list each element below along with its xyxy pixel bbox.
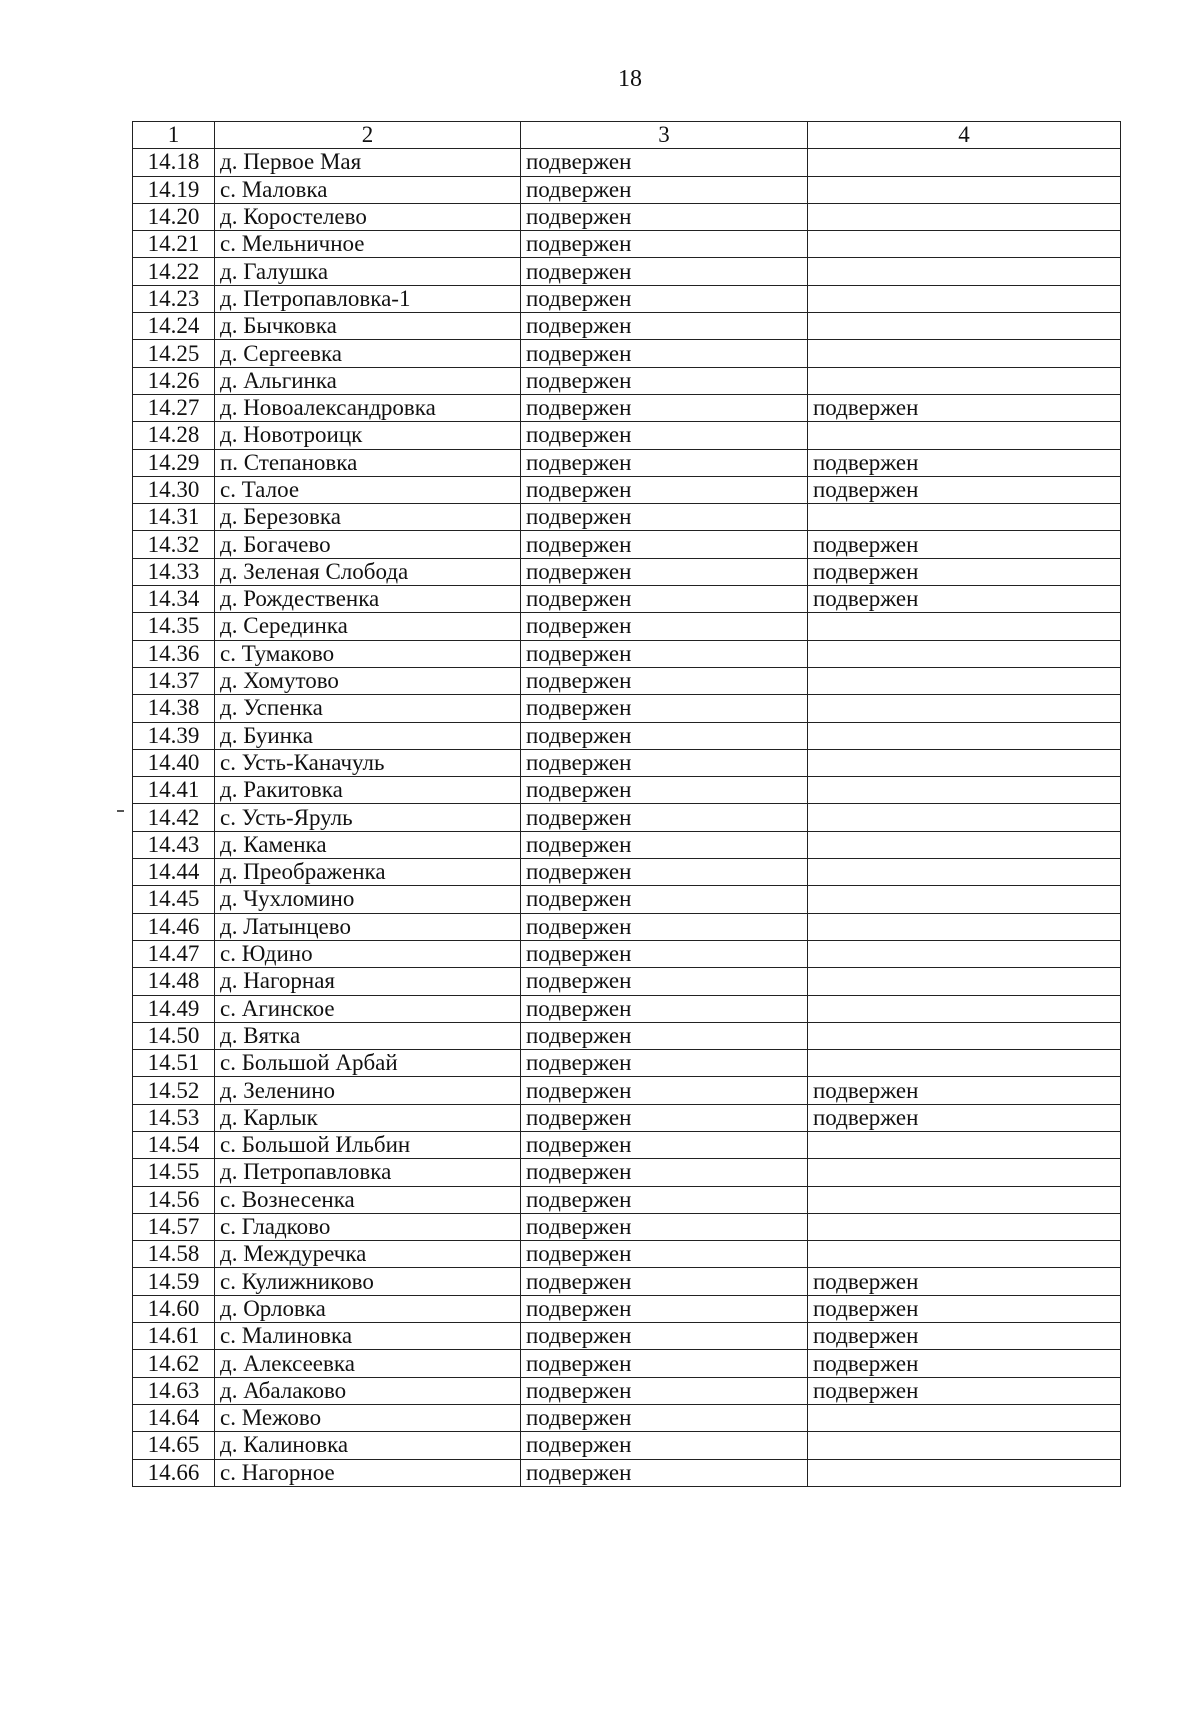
row-number: 14.31 [133, 504, 215, 531]
settlement-name: д. Латынцево [215, 913, 521, 940]
column-3-value: подвержен [521, 558, 808, 585]
settlement-name: с. Кулижниково [215, 1268, 521, 1295]
row-number: 14.36 [133, 640, 215, 667]
settlements-table [132, 121, 1121, 1487]
row-number: 14.46 [133, 913, 215, 940]
table-row [133, 831, 1121, 858]
table-row [133, 1459, 1121, 1486]
table-row [133, 749, 1121, 776]
row-number: 14.66 [133, 1459, 215, 1486]
row-number: 14.20 [133, 203, 215, 230]
column-4-value [808, 1213, 1121, 1240]
settlement-name: д. Абалаково [215, 1377, 521, 1404]
table-row [133, 1241, 1121, 1268]
row-number: 14.41 [133, 777, 215, 804]
row-number: 14.30 [133, 476, 215, 503]
column-4-value [808, 995, 1121, 1022]
column-header-4: 4 [808, 122, 1121, 149]
table-row [133, 586, 1121, 613]
settlement-name: д. Чухломино [215, 886, 521, 913]
row-number: 14.59 [133, 1268, 215, 1295]
row-number: 14.52 [133, 1077, 215, 1104]
column-3-value: подвержен [521, 940, 808, 967]
settlement-name: д. Петропавловка [215, 1159, 521, 1186]
column-header-1: 1 [133, 122, 215, 149]
column-3-value: подвержен [521, 640, 808, 667]
column-4-value [808, 777, 1121, 804]
settlement-name: с. Тумаково [215, 640, 521, 667]
table-row [133, 231, 1121, 258]
table-row [133, 422, 1121, 449]
column-3-value: подвержен [521, 859, 808, 886]
settlement-name: с. Большой Ильбин [215, 1131, 521, 1158]
row-number: 14.45 [133, 886, 215, 913]
table-row [133, 1350, 1121, 1377]
column-4-value [808, 258, 1121, 285]
row-number: 14.22 [133, 258, 215, 285]
row-number: 14.55 [133, 1159, 215, 1186]
settlement-name: д. Галушка [215, 258, 521, 285]
settlement-name: д. Сергеевка [215, 340, 521, 367]
column-4-value: подвержен [808, 1295, 1121, 1322]
column-3-value: подвержен [521, 258, 808, 285]
settlement-name: д. Вятка [215, 1022, 521, 1049]
column-3-value: подвержен [521, 1050, 808, 1077]
row-number: 14.51 [133, 1050, 215, 1077]
table-row [133, 367, 1121, 394]
table-row [133, 313, 1121, 340]
table-row [133, 695, 1121, 722]
table-row [133, 859, 1121, 886]
row-number: 14.38 [133, 695, 215, 722]
column-3-value: подвержен [521, 1432, 808, 1459]
column-4-value [808, 367, 1121, 394]
column-4-value [808, 231, 1121, 258]
table-row [133, 1186, 1121, 1213]
row-number: 14.18 [133, 149, 215, 176]
column-4-value [808, 667, 1121, 694]
column-4-value [808, 940, 1121, 967]
column-4-value [808, 1050, 1121, 1077]
column-4-value [808, 640, 1121, 667]
table-row [133, 394, 1121, 421]
row-number: 14.47 [133, 940, 215, 967]
table-row [133, 940, 1121, 967]
settlement-name: д. Алексеевка [215, 1350, 521, 1377]
column-4-value [808, 831, 1121, 858]
column-3-value: подвержен [521, 667, 808, 694]
column-3-value: подвержен [521, 1404, 808, 1431]
column-3-value: подвержен [521, 1159, 808, 1186]
table-row [133, 1077, 1121, 1104]
row-number: 14.62 [133, 1350, 215, 1377]
column-4-value [808, 422, 1121, 449]
settlement-name: д. Каменка [215, 831, 521, 858]
table-row [133, 804, 1121, 831]
table-row [133, 640, 1121, 667]
settlement-name: д. Междуречка [215, 1241, 521, 1268]
row-number: 14.26 [133, 367, 215, 394]
column-4-value [808, 176, 1121, 203]
row-number: 14.33 [133, 558, 215, 585]
column-3-value: подвержен [521, 968, 808, 995]
settlement-name: д. Альгинка [215, 367, 521, 394]
column-4-value [808, 722, 1121, 749]
settlement-name: д. Первое Мая [215, 149, 521, 176]
column-3-value: подвержен [521, 1241, 808, 1268]
table-row [133, 340, 1121, 367]
table-row [133, 1022, 1121, 1049]
column-3-value: подвержен [521, 1295, 808, 1322]
row-number: 14.56 [133, 1186, 215, 1213]
table-row [133, 1432, 1121, 1459]
column-3-value: подвержен [521, 367, 808, 394]
column-3-value: подвержен [521, 394, 808, 421]
column-4-value [808, 1131, 1121, 1158]
table-row [133, 1159, 1121, 1186]
column-4-value: подвержен [808, 394, 1121, 421]
row-number: 14.27 [133, 394, 215, 421]
row-number: 14.29 [133, 449, 215, 476]
column-4-value: подвержен [808, 1077, 1121, 1104]
table-row [133, 995, 1121, 1022]
row-number: 14.58 [133, 1241, 215, 1268]
column-4-value [808, 804, 1121, 831]
settlement-name: д. Бычковка [215, 313, 521, 340]
column-3-value: подвержен [521, 231, 808, 258]
column-3-value: подвержен [521, 913, 808, 940]
column-3-value: подвержен [521, 176, 808, 203]
row-number: 14.25 [133, 340, 215, 367]
settlement-name: с. Маловка [215, 176, 521, 203]
column-4-value [808, 203, 1121, 230]
row-number: 14.28 [133, 422, 215, 449]
column-3-value: подвержен [521, 1323, 808, 1350]
column-3-value: подвержен [521, 1022, 808, 1049]
column-3-value: подвержен [521, 1131, 808, 1158]
column-3-value: подвержен [521, 476, 808, 503]
settlement-name: д. Ракитовка [215, 777, 521, 804]
column-3-value: подвержен [521, 1268, 808, 1295]
column-4-value: подвержен [808, 449, 1121, 476]
settlement-name: с. Мельничное [215, 231, 521, 258]
settlement-name: д. Хомутово [215, 667, 521, 694]
column-4-value: подвержен [808, 1104, 1121, 1131]
column-4-value: подвержен [808, 586, 1121, 613]
column-3-value: подвержен [521, 531, 808, 558]
table-row [133, 1050, 1121, 1077]
table-row [133, 531, 1121, 558]
row-number: 14.53 [133, 1104, 215, 1131]
page-number: 18 [618, 66, 642, 92]
column-4-value [808, 504, 1121, 531]
row-number: 14.48 [133, 968, 215, 995]
table-row [133, 149, 1121, 176]
settlement-name: д. Буинка [215, 722, 521, 749]
table-row [133, 1295, 1121, 1322]
column-4-value [808, 1459, 1121, 1486]
column-4-value: подвержен [808, 1323, 1121, 1350]
column-4-value [808, 749, 1121, 776]
column-4-value [808, 1241, 1121, 1268]
row-number: 14.39 [133, 722, 215, 749]
row-number: 14.32 [133, 531, 215, 558]
column-3-value: подвержен [521, 613, 808, 640]
settlement-name: с. Усть-Яруль [215, 804, 521, 831]
settlement-name: д. Преображенка [215, 859, 521, 886]
column-4-value: подвержен [808, 531, 1121, 558]
row-number: 14.44 [133, 859, 215, 886]
column-3-value: подвержен [521, 340, 808, 367]
column-4-value [808, 913, 1121, 940]
column-3-value: подвержен [521, 203, 808, 230]
settlement-name: с. Вознесенка [215, 1186, 521, 1213]
column-header-3: 3 [521, 122, 808, 149]
scan-mark [117, 810, 124, 812]
row-number: 14.19 [133, 176, 215, 203]
row-number: 14.40 [133, 749, 215, 776]
row-number: 14.35 [133, 613, 215, 640]
settlement-name: с. Талое [215, 476, 521, 503]
row-number: 14.60 [133, 1295, 215, 1322]
settlement-name: с. Юдино [215, 940, 521, 967]
column-3-value: подвержен [521, 1104, 808, 1131]
table-body [133, 149, 1121, 1487]
column-4-value [808, 859, 1121, 886]
table-row [133, 968, 1121, 995]
table-header-row [133, 122, 1121, 149]
column-4-value [808, 1159, 1121, 1186]
column-4-value: подвержен [808, 476, 1121, 503]
settlement-name: с. Агинское [215, 995, 521, 1022]
table-row [133, 203, 1121, 230]
column-3-value: подвержен [521, 831, 808, 858]
column-3-value: подвержен [521, 149, 808, 176]
settlement-name: с. Межово [215, 1404, 521, 1431]
settlement-name: д. Зеленая Слобода [215, 558, 521, 585]
column-3-value: подвержен [521, 804, 808, 831]
column-3-value: подвержен [521, 313, 808, 340]
table-row [133, 476, 1121, 503]
column-3-value: подвержен [521, 777, 808, 804]
table-row [133, 1104, 1121, 1131]
column-3-value: подвержен [521, 285, 808, 312]
table-row [133, 1323, 1121, 1350]
settlement-name: д. Коростелево [215, 203, 521, 230]
table-row [133, 558, 1121, 585]
table-row [133, 613, 1121, 640]
row-number: 14.50 [133, 1022, 215, 1049]
settlement-name: п. Степановка [215, 449, 521, 476]
row-number: 14.57 [133, 1213, 215, 1240]
table-row [133, 258, 1121, 285]
table-row [133, 285, 1121, 312]
column-4-value [808, 695, 1121, 722]
table-row [133, 1377, 1121, 1404]
table-row [133, 667, 1121, 694]
column-4-value [808, 149, 1121, 176]
column-4-value [808, 340, 1121, 367]
row-number: 14.65 [133, 1432, 215, 1459]
settlement-name: д. Нагорная [215, 968, 521, 995]
column-4-value: подвержен [808, 1268, 1121, 1295]
row-number: 14.43 [133, 831, 215, 858]
table-row [133, 722, 1121, 749]
column-4-value [808, 1432, 1121, 1459]
table-row [133, 886, 1121, 913]
column-3-value: подвержен [521, 586, 808, 613]
column-4-value [808, 1186, 1121, 1213]
column-4-value [808, 313, 1121, 340]
row-number: 14.64 [133, 1404, 215, 1431]
column-3-value: подвержен [521, 1350, 808, 1377]
settlement-name: д. Серединка [215, 613, 521, 640]
row-number: 14.61 [133, 1323, 215, 1350]
table-row [133, 1404, 1121, 1431]
row-number: 14.37 [133, 667, 215, 694]
column-3-value: подвержен [521, 449, 808, 476]
settlement-name: д. Зеленино [215, 1077, 521, 1104]
row-number: 14.23 [133, 285, 215, 312]
settlement-name: д. Березовка [215, 504, 521, 531]
column-3-value: подвержен [521, 722, 808, 749]
column-3-value: подвержен [521, 504, 808, 531]
column-3-value: подвержен [521, 1186, 808, 1213]
column-4-value [808, 1404, 1121, 1431]
column-3-value: подвержен [521, 749, 808, 776]
settlement-name: д. Новоалександровка [215, 394, 521, 421]
settlement-name: д. Рождественка [215, 586, 521, 613]
column-3-value: подвержен [521, 422, 808, 449]
table-row [133, 504, 1121, 531]
settlement-name: д. Богачево [215, 531, 521, 558]
column-header-2: 2 [215, 122, 521, 149]
settlement-name: д. Успенка [215, 695, 521, 722]
column-4-value [808, 613, 1121, 640]
settlement-name: с. Малиновка [215, 1323, 521, 1350]
column-3-value: подвержен [521, 1377, 808, 1404]
column-4-value: подвержен [808, 1377, 1121, 1404]
row-number: 14.24 [133, 313, 215, 340]
row-number: 14.21 [133, 231, 215, 258]
column-4-value: подвержен [808, 1350, 1121, 1377]
column-4-value [808, 285, 1121, 312]
row-number: 14.54 [133, 1131, 215, 1158]
column-3-value: подвержен [521, 995, 808, 1022]
table-row [133, 1213, 1121, 1240]
row-number: 14.63 [133, 1377, 215, 1404]
column-3-value: подвержен [521, 1213, 808, 1240]
settlement-name: с. Гладково [215, 1213, 521, 1240]
settlement-name: д. Орловка [215, 1295, 521, 1322]
table-row [133, 1131, 1121, 1158]
settlement-name: д. Карлык [215, 1104, 521, 1131]
table-row [133, 1268, 1121, 1295]
row-number: 14.42 [133, 804, 215, 831]
column-4-value [808, 1022, 1121, 1049]
table-row [133, 449, 1121, 476]
column-3-value: подвержен [521, 1077, 808, 1104]
settlement-name: д. Калиновка [215, 1432, 521, 1459]
column-4-value [808, 886, 1121, 913]
column-3-value: подвержен [521, 886, 808, 913]
table-row [133, 176, 1121, 203]
table-row [133, 777, 1121, 804]
column-3-value: подвержен [521, 695, 808, 722]
column-4-value: подвержен [808, 558, 1121, 585]
column-3-value: подвержен [521, 1459, 808, 1486]
row-number: 14.34 [133, 586, 215, 613]
settlement-name: д. Новотроицк [215, 422, 521, 449]
column-4-value [808, 968, 1121, 995]
settlement-name: с. Усть-Каначуль [215, 749, 521, 776]
settlement-name: с. Большой Арбай [215, 1050, 521, 1077]
settlement-name: с. Нагорное [215, 1459, 521, 1486]
table-row [133, 913, 1121, 940]
settlement-name: д. Петропавловка-1 [215, 285, 521, 312]
row-number: 14.49 [133, 995, 215, 1022]
